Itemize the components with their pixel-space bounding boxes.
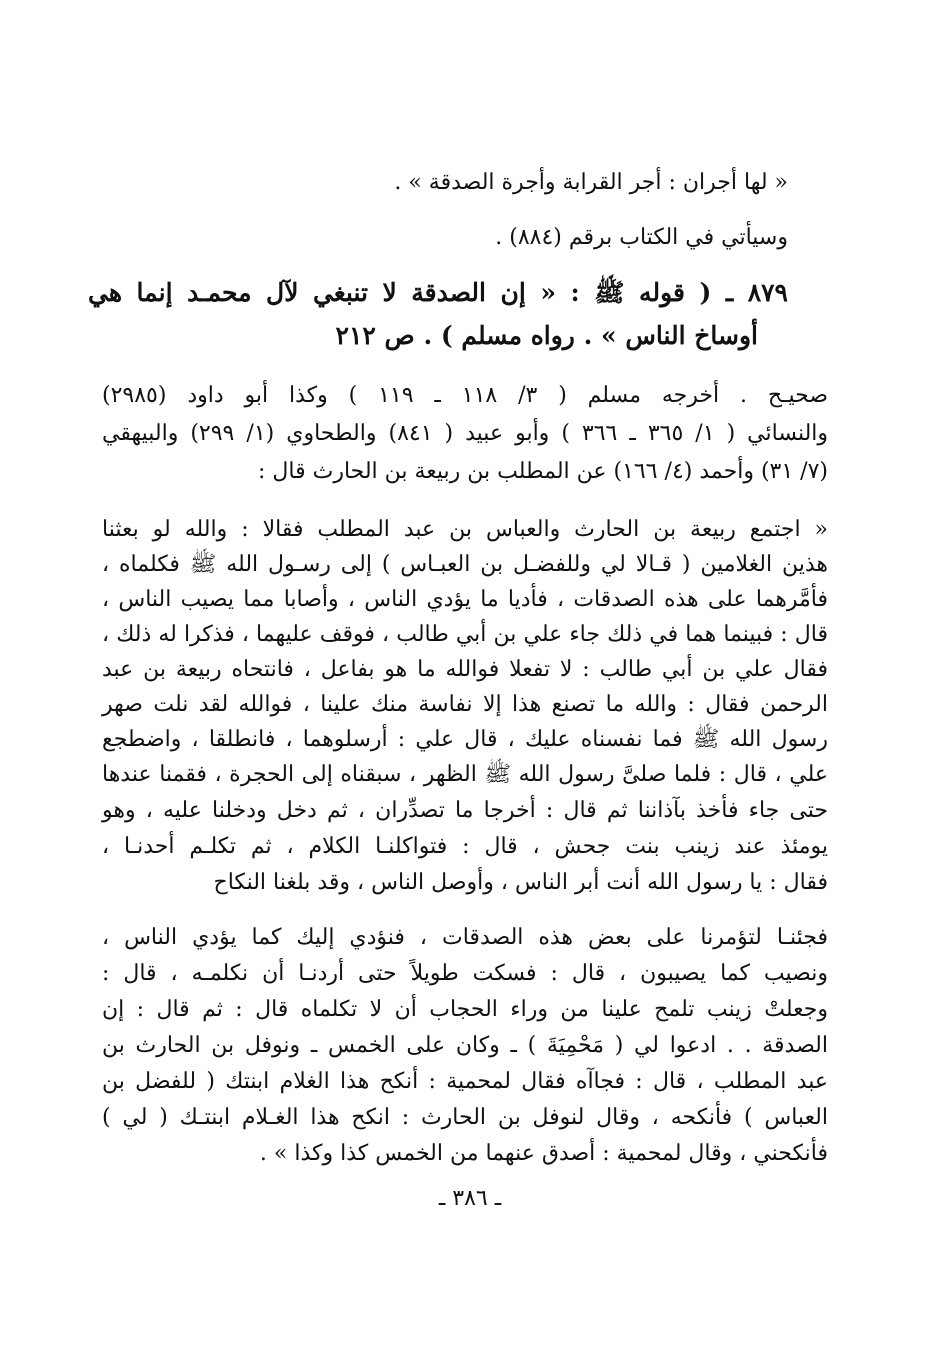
takhrij-line: صحيـح . أخرجه مسلم ( ٣/ ١١٨ ـ ١١٩ ) وكذا أبو داود (٢٩٨٥)	[102, 383, 829, 408]
paragraph-line: فأنكحني ، وقال لمحمية : أصدق عنهما من الخمس كذا وكذا » .	[259, 1141, 828, 1166]
paragraph-line: يومئذ عند زينب بنت جحش ، قال : فتواكلنـا الكلام ، ثم تكلـم أحدنـا ،	[102, 834, 828, 859]
paragraph-line: فجئنـا لتؤمرنا على بعض هذه الصدقات ، فنؤدي إليك كما يؤدي الناس ،	[102, 925, 828, 950]
hadith-heading-line: ٨٧٩ ـ ( قوله ﷺ : « إن الصدقة لا تنبغي لآل محمـد إنما هي	[88, 278, 788, 307]
paragraph-line: قال : فبينما هما في ذلك جاء علي بن أبي طالب ، فوقف عليهما ، فذكرا له ذلك ،	[102, 622, 828, 647]
paragraph-line: علي ، قال : فلما صلىَّ رسول الله ﷺ الظهر ، سبقناه إلى الحجرة ، فقمنا عندها	[102, 762, 828, 787]
paragraph-line: « اجتمع ربيعة بن الحارث والعباس بن عبد المطلب فقالا : والله لو بعثنا	[102, 517, 828, 542]
paragraph-line: رسول الله ﷺ فما نفسناه عليك ، قال علي : أرسلوهما ، فانطلقا ، واضطجع	[102, 727, 828, 752]
paragraph-line: ونصيب كما يصيبون ، قال : فسكت طويلاً حتى أردنـا أن نكلمـه ، قال :	[102, 961, 828, 986]
paragraph-line: وجعلتْ زينب تلمح علينا من وراء الحجاب أن لا تكلماه قال : ثم قال : إن	[102, 997, 828, 1022]
paragraph-line: العباس ) فأنكحه ، وقال لنوفل بن الحارث : انكح هذا الغـلام ابنتـك ( لي )	[102, 1105, 828, 1130]
text-line: وسيأتي في الكتاب برقم (٨٨٤) .	[495, 225, 788, 250]
paragraph-line: فقال : يا رسول الله أنت أبر الناس ، وأوصل الناس ، وقد بلغنا النكاح	[213, 870, 828, 895]
paragraph-line: الرحمن فقال : والله ما تصنع هذا إلا نفاسة منك علينا ، فوالله لقد نلت صهر	[102, 692, 828, 717]
paragraph-line: حتى جاء فأخذ بآذاننا ثم قال : أخرجا ما تصدِّران ، ثم دخل ودخلنا عليه ، وهو	[102, 798, 828, 823]
page-number: ـ ٣٨٦ ـ	[438, 1186, 502, 1211]
paragraph-line: هذين الغلامين ( قـالا لي وللفضـل بن العبـاس ) إلى رسـول الله ﷺ فكلماه ،	[102, 552, 828, 577]
hadith-heading-line: أوساخ الناس » . رواه مسلم ) . ص ٢١٢	[335, 321, 758, 350]
paragraph-line: فقال علي بن أبي طالب : لا تفعلا فوالله ما هو بفاعل ، فانتحاه ربيعة بن عبد	[102, 657, 828, 682]
takhrij-line: والنسائي ( ١/ ٣٦٥ ـ ٣٦٦ ) وأبو عبيد ( ٨٤١) والطحاوي (١/ ٢٩٩) والبيهقي	[102, 421, 829, 446]
paragraph-line: عبد المطلب ، قال : فجاآه فقال لمحمية : أنكح هذا الغلام ابنتك ( للفضل بن	[102, 1069, 828, 1094]
takhrij-line: (٧/ ٣١) وأحمد (٤/ ١٦٦) عن المطلب بن ربيعة بن الحارث قال :	[258, 459, 828, 484]
text-line: « لها أجران : أجر القرابة وأجرة الصدقة » .	[394, 170, 788, 195]
paragraph-line: فأمَّرهما على هذه الصدقات ، فأديا ما يؤدي الناس ، وأصابا مما يصيب الناس ،	[102, 587, 828, 612]
paragraph-line: الصدقة . . ادعوا لي ( مَحْمِيَةَ ) ـ وكان على الخمس ـ ونوفل بن الحارث بن	[102, 1033, 828, 1058]
